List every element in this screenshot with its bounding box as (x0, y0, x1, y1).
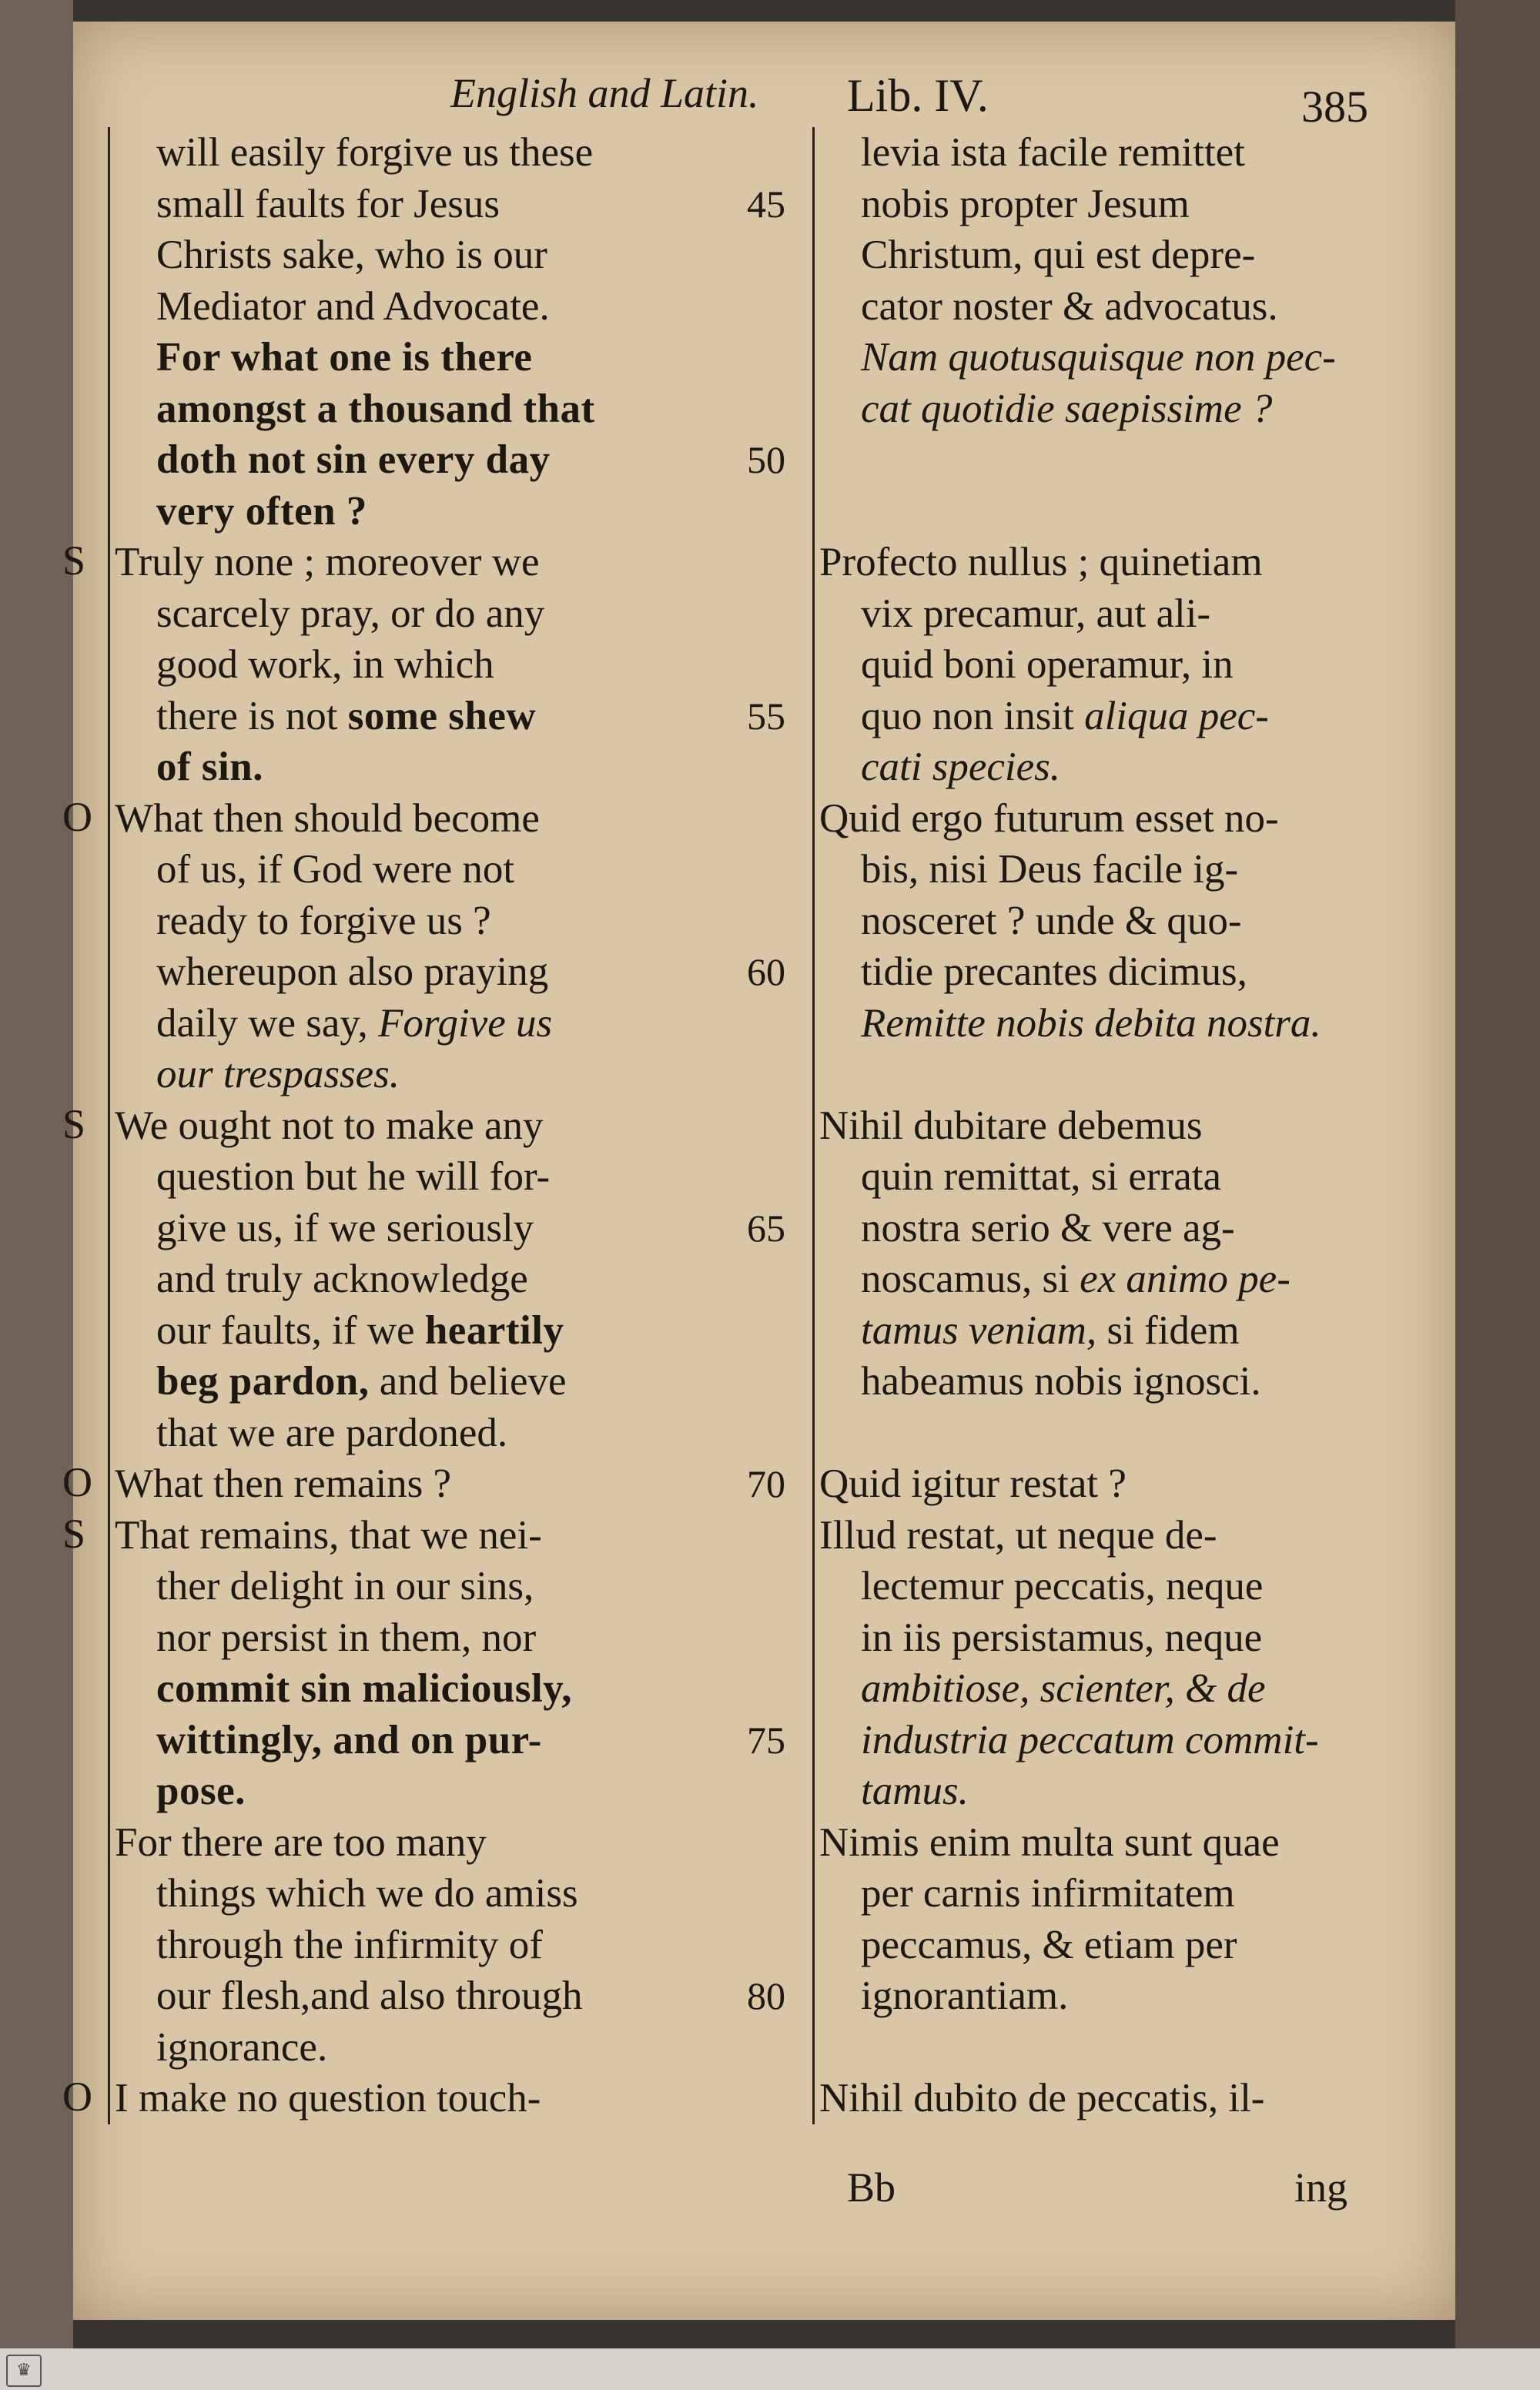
latin-line: quin remittat, si errata (861, 1154, 1221, 1199)
latin-line: nobis propter Jesum (861, 181, 1190, 226)
catchword: ing (1294, 2164, 1348, 2211)
latin-text: si fidem (1106, 1307, 1240, 1353)
latin-line: Profecto nullus ; quinetiam (819, 540, 1263, 584)
latin-line: Nihil dubito de peccatis, il- (819, 2076, 1265, 2121)
english-line (110, 1305, 747, 1357)
english-blackletter-text: heartily (424, 1307, 564, 1353)
english-line: What then remains ? (115, 1461, 452, 1506)
viewer-bottom-bar (0, 2348, 1540, 2390)
latin-line: habeamus nobis ignosci. (861, 1359, 1261, 1404)
latin-line: nostra serio & vere ag- (861, 1205, 1235, 1250)
latin-line (815, 1305, 1413, 1357)
latin-line (815, 691, 1413, 742)
english-line: and truly acknowledge (156, 1257, 528, 1301)
english-italic-text: Forgive us (377, 1000, 553, 1046)
english-text: and believe (379, 1359, 567, 1404)
english-text: daily we say, (156, 1000, 368, 1046)
english-line: We ought not to make any (115, 1103, 544, 1148)
latin-italic-text: aliqua pec- (1084, 693, 1269, 738)
latin-line: Christum, qui est depre- (861, 233, 1256, 277)
english-passage-3 (62, 793, 747, 1100)
latin-italic-line: Remitte nobis debita nostra. (861, 1000, 1321, 1046)
footer-line (847, 2164, 1348, 2211)
latin-passage-4 (812, 1100, 1413, 1459)
latin-italic-line: industria peccatum commit- (861, 1717, 1319, 1762)
english-passage-7 (108, 1817, 747, 2074)
latin-text: noscamus, si (861, 1257, 1070, 1301)
latin-line: lectemur peccatis, neque (861, 1564, 1264, 1608)
page-number: 385 (1301, 82, 1368, 132)
latin-line: Illud restat, ut neque de- (819, 1512, 1217, 1558)
latin-italic-line: Nam quotusquisque non pec- (861, 335, 1336, 380)
latin-italic-line: tamus. (861, 1769, 969, 1813)
latin-passage-8 (812, 2073, 1413, 2124)
latin-line: bis, nisi Deus facile ig- (861, 847, 1239, 892)
english-line: good work, in which (156, 642, 494, 687)
english-line (110, 1356, 747, 1408)
library-logo-icon: ♛ (6, 2355, 42, 2387)
english-blackletter-line: wittingly, and on pur- (156, 1717, 542, 1762)
line-number: 55 (747, 694, 785, 738)
latin-line: Quid igitur restat ? (819, 1461, 1127, 1506)
latin-line: ignorantiam. (861, 1973, 1069, 2018)
latin-passage-7 (812, 1817, 1413, 2074)
latin-passage-2 (812, 537, 1413, 793)
english-passage-8 (62, 2073, 747, 2124)
speaker-marker: S (62, 537, 86, 584)
latin-line (815, 1254, 1413, 1305)
english-line: For there are too many (115, 1819, 487, 1865)
english-line: nor persist in them, nor (156, 1615, 537, 1660)
book-marker: Lib. IV. (847, 70, 989, 121)
line-number: 70 (747, 1462, 785, 1505)
english-passage-4 (62, 1100, 747, 1459)
speaker-marker: S (62, 1510, 86, 1557)
latin-passage-1 (812, 127, 1413, 537)
latin-line: peccamus, & etiam per (861, 1922, 1237, 1967)
english-line: of us, if God were not (156, 847, 515, 892)
english-blackletter-line: For what one is there (156, 335, 533, 380)
line-number: 65 (747, 1206, 785, 1250)
latin-line: per carnis infirmitatem (861, 1871, 1235, 1916)
english-blackletter-line: pose. (156, 1769, 246, 1813)
latin-italic-line: cati species. (861, 745, 1061, 789)
speaker-marker: O (62, 1459, 92, 1505)
line-number: 50 (747, 438, 785, 481)
english-passage-2 (62, 537, 747, 793)
latin-line: levia ista facile remittet (861, 130, 1245, 175)
english-passage-6 (62, 1510, 747, 1817)
english-column (62, 127, 747, 2124)
speaker-marker: O (62, 793, 92, 840)
latin-line: Quid ergo futurum esset no- (819, 795, 1279, 841)
signature-mark: Bb (847, 2164, 896, 2211)
english-blackletter-line: commit sin maliciously, (156, 1666, 573, 1711)
left-binding-edge (0, 0, 73, 2348)
english-line: give us, if we seriously (156, 1205, 534, 1250)
english-line: ready to forgive us ? (156, 898, 491, 943)
english-blackletter-line: very often ? (156, 488, 367, 534)
english-text: our faults, if we (156, 1307, 415, 1353)
latin-italic-text: ex animo pe- (1080, 1257, 1291, 1301)
english-line: ignorance. (156, 2024, 328, 2070)
english-line: That remains, that we nei- (115, 1512, 542, 1558)
english-passage-1 (108, 127, 747, 537)
latin-passage-3 (812, 793, 1413, 1100)
latin-line: quid boni operamur, in (861, 642, 1234, 687)
latin-line: cator noster & advocatus. (861, 283, 1278, 329)
english-line: Christs sake, who is our (156, 233, 547, 277)
line-number: 75 (747, 1718, 785, 1762)
line-number: 80 (747, 1974, 785, 2017)
english-blackletter-text: some shew (347, 693, 537, 738)
latin-line: in iis persistamus, neque (861, 1615, 1263, 1660)
english-line (110, 691, 747, 742)
line-number: 60 (747, 950, 785, 993)
english-blackletter-line: doth not sin every day (156, 437, 551, 482)
latin-line: Nihil dubitare debemus (819, 1103, 1203, 1148)
running-head: English and Latin. (450, 70, 759, 116)
latin-italic-line: ambitiose, scienter, & de (861, 1666, 1266, 1711)
english-line: ther delight in our sins, (156, 1564, 534, 1608)
english-line: whereupon also praying (156, 949, 549, 994)
latin-line: Nimis enim multa sunt quae (819, 1819, 1280, 1865)
speaker-marker: O (62, 2074, 92, 2120)
latin-italic-text: tamus veniam, (861, 1307, 1097, 1353)
english-blackletter-line: of sin. (156, 745, 263, 789)
english-line: our flesh,and also through (156, 1973, 583, 2018)
english-line: small faults for Jesus (156, 181, 500, 226)
english-text: there is not (156, 693, 338, 738)
english-passage-5 (62, 1458, 747, 1510)
latin-passage-6 (812, 1510, 1413, 1817)
english-line (110, 998, 747, 1049)
english-italic-line: our trespasses. (156, 1052, 400, 1096)
english-line: will easily forgive us these (156, 130, 594, 175)
english-line: things which we do amiss (156, 1871, 578, 1916)
english-line: I make no question touch- (115, 2076, 541, 2121)
latin-line: nosceret ? unde & quo- (861, 898, 1242, 943)
english-line: scarcely pray, or do any (156, 591, 545, 636)
english-line: Truly none ; moreover we (115, 540, 540, 584)
latin-text: quo non insit (861, 693, 1074, 738)
latin-line: tidie precantes dicimus, (861, 949, 1247, 994)
english-line: that we are pardoned. (156, 1410, 508, 1455)
latin-italic-line: cat quotidie saepissime ? (861, 386, 1273, 431)
speaker-marker: S (62, 1100, 86, 1147)
english-line: What then should become (115, 795, 540, 841)
english-blackletter-text: beg pardon, (156, 1359, 370, 1404)
english-line: Mediator and Advocate. (156, 283, 550, 329)
latin-passage-5 (812, 1458, 1413, 1510)
english-line: question but he will for- (156, 1154, 551, 1199)
line-number: 45 (747, 182, 785, 226)
latin-line: vix precamur, aut ali- (861, 591, 1211, 636)
latin-column (812, 127, 1413, 2124)
right-page-edges (1455, 0, 1540, 2348)
line-number-gutter (747, 127, 805, 2022)
english-blackletter-line: amongst a thousand that (156, 386, 595, 431)
english-line: through the infirmity of (156, 1922, 543, 1967)
